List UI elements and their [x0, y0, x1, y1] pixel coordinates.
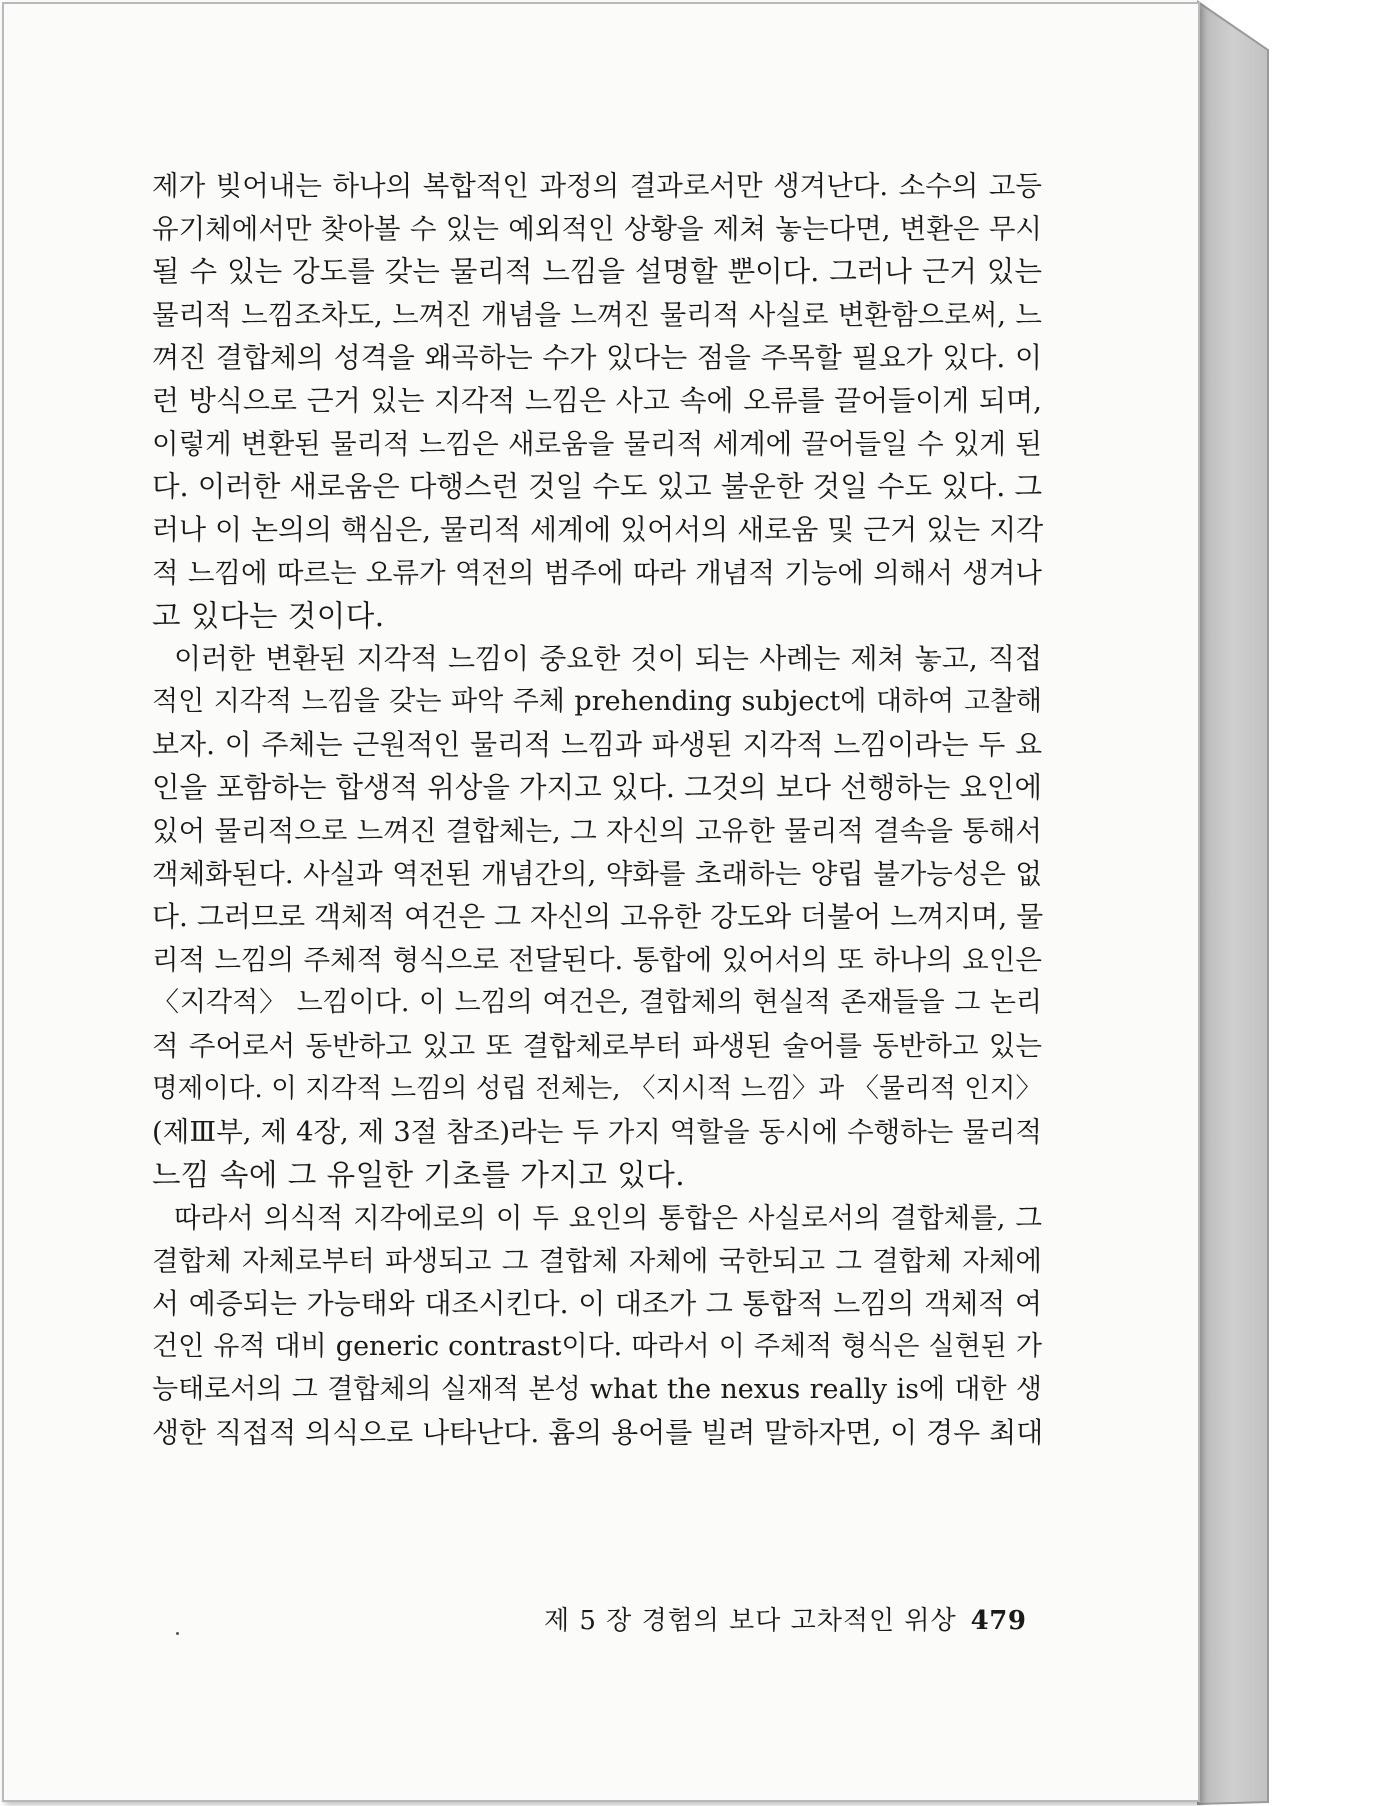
text-line: 건인 유적 대비 generic contrast이다. 따라서 이 주체적 형식은 실현된 가	[152, 1331, 1042, 1362]
text-line: 제가 빚어내는 하나의 복합적인 과정의 결과로서만 생겨난다. 소수의 고등	[152, 170, 1042, 202]
text-line: 명제이다. 이 지각적 느낌의 성립 전체는, 〈지시적 느낌〉과 〈물리적 인지〉	[152, 1073, 1042, 1104]
text-line: 적 주어로서 동반하고 있고 또 결합체로부터 파생된 술어를 동반하고 있는	[152, 1030, 1042, 1062]
text-line: 적인 지각적 느낌을 갖는 파악 주체 prehending subject에 대하여 고찰해	[152, 686, 1042, 717]
text-line: 런 방식으로 근거 있는 지각적 느낌은 사고 속에 오류를 끌어들이게 되며,	[152, 384, 1042, 417]
text-line: 다. 이러한 새로움은 다행스런 것일 수도 있고 불운한 것일 수도 있다. 그	[152, 470, 1042, 503]
text-line: 생한 직접적 의식으로 나타난다. 흄의 용어를 빌려 말하자면, 이 경우 최대	[152, 1416, 1044, 1449]
page-footer	[544, 1601, 1027, 1641]
text-line: 능태로서의 그 결합체의 실재적 본성 what the nexus really is에 대한 생	[152, 1374, 1042, 1405]
text-line: 보자. 이 주체는 근원적인 물리적 느낌과 파생된 지각적 느낌이라는 두 요	[152, 728, 1042, 761]
page-number: 479	[970, 1606, 1027, 1636]
text-line: 객체화된다. 사실과 역전된 개념간의, 약화를 초래하는 양립 불가능성은 없	[152, 858, 1042, 890]
text-line: 느낌 속에 그 유일한 기초를 가지고 있다.	[152, 1158, 686, 1192]
running-head: 제 5 장 경험의 보다 고차적인 위상	[544, 1606, 957, 1636]
text-line: 유기체에서만 찾아볼 수 있는 예외적인 상황을 제쳐 놓는다면, 변환은 무시	[152, 213, 1042, 245]
text-line: 껴진 결합체의 성격을 왜곡하는 수가 있다는 점을 주목할 필요가 있다. 이	[152, 341, 1042, 374]
text-line: 러나 이 논의의 핵심은, 물리적 세계에 있어서의 새로움 및 근거 있는 지각	[152, 513, 1044, 546]
print-speck	[176, 1632, 179, 1635]
text-line: 물리적 느낌조차도, 느껴진 개념을 느껴진 물리적 사실로 변환함으로써, 느	[152, 299, 1042, 331]
text-line: (제Ⅲ부, 제 4장, 제 3절 참조)라는 두 가지 역할을 동시에 수행하는 물리적	[152, 1116, 1042, 1148]
text-line: 다. 그러므로 객체적 여건은 그 자신의 고유한 강도와 더불어 느껴지며, 물	[152, 900, 1044, 933]
text-line: 리적 느낌의 주체적 형식으로 전달된다. 통합에 있어서의 또 하나의 요인은	[152, 944, 1042, 976]
text-line: 인을 포함하는 합생적 위상을 가지고 있다. 그것의 보다 선행하는 요인에	[152, 771, 1042, 804]
text-line: 될 수 있는 강도를 갖는 물리적 느낌을 설명할 뿐이다. 그러나 근거 있는	[152, 255, 1042, 288]
text-line: 서 예증되는 가능태와 대조시킨다. 이 대조가 그 통합적 느낌의 객체적 여	[152, 1287, 1042, 1320]
paragraph-first-line: 따라서 의식적 지각에로의 이 두 요인의 통합은 사실로서의 결합체를, 그	[174, 1202, 1042, 1234]
text-line: 적 느낌에 따르는 오류가 역전의 범주에 따라 개념적 기능에 의해서 생겨나	[152, 557, 1042, 589]
paragraph-first-line: 이러한 변환된 지각적 느낌이 중요한 것이 되는 사례는 제쳐 놓고, 직접	[174, 642, 1042, 675]
text-line: 있어 물리적으로 느껴진 결합체는, 그 자신의 고유한 물리적 결속을 통해서	[152, 815, 1042, 847]
text-line: 결합체 자체로부터 파생되고 그 결합체 자체에 국한되고 그 결합체 자체에	[152, 1245, 1042, 1277]
text-line: 고 있다는 것이다.	[152, 599, 385, 633]
book-page	[2, 2, 1200, 1802]
text-line: 〈지각적〉 느낌이다. 이 느낌의 여건은, 결합체의 현실적 존재들을 그 논리	[152, 987, 1042, 1018]
text-line: 이렇게 변환된 물리적 느낌은 새로움을 물리적 세계에 끌어들일 수 있게 된	[152, 428, 1042, 460]
